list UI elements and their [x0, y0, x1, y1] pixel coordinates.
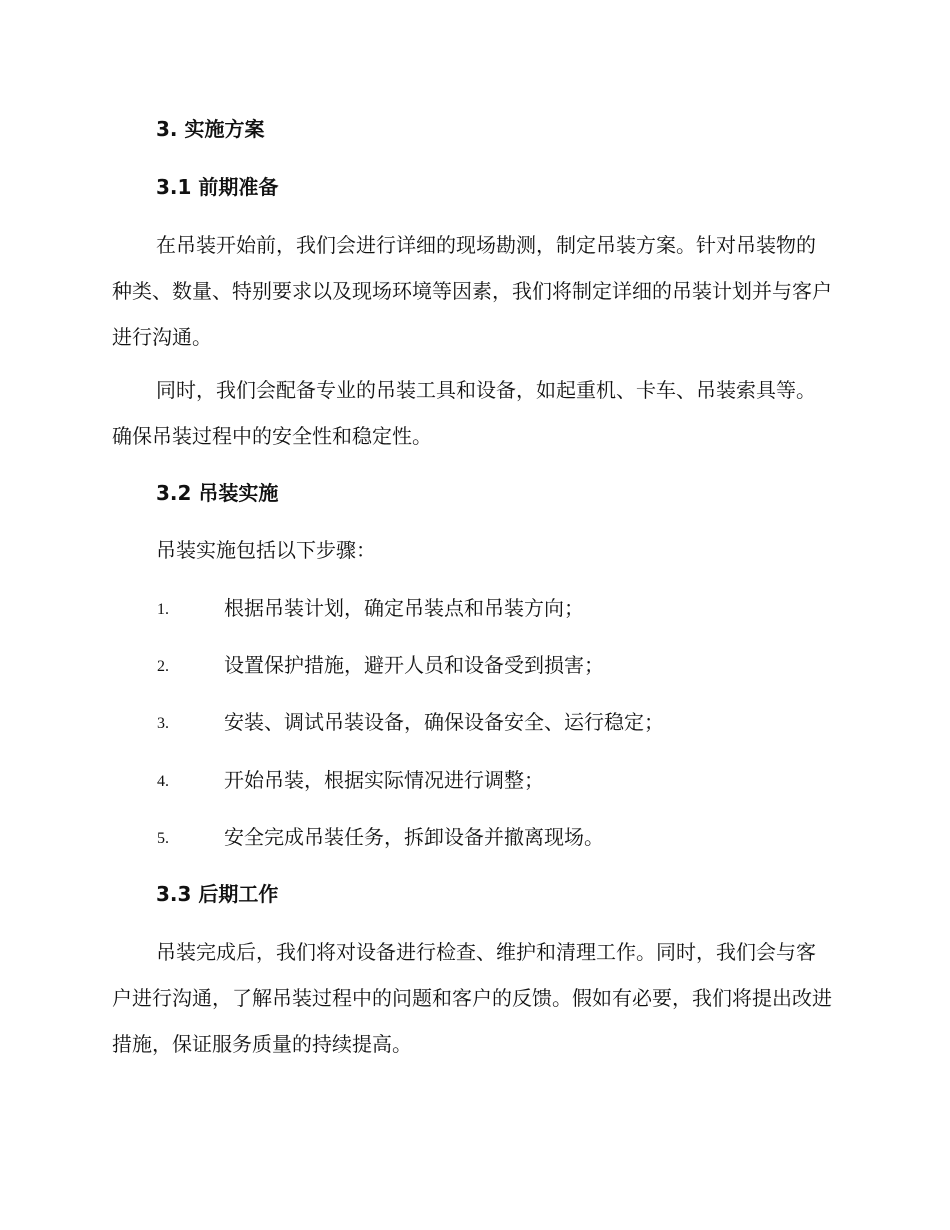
list-item-number: 5.: [157, 830, 169, 847]
list-item: [0, 707, 950, 737]
list-item: [0, 650, 950, 680]
subsection-heading-post: 3.3 后期工作: [156, 882, 279, 906]
subsection-heading-implement: 3.2 吊装实施: [156, 481, 279, 505]
prep-paragraph-2: 同时，我们会配备专业的吊装工具和设备，如起重机、卡车、吊装索具等。确保吊装过程中的安全性和稳定性。: [112, 378, 816, 448]
section-heading: 3. 实施方案: [156, 117, 265, 141]
prep-paragraph-1: 在吊装开始前，我们会进行详细的现场勘测，制定吊装方案。针对吊装物的种类、数量、特别要求以及现场环境等因素，我们将制定详细的吊装计划并与客户进行沟通。: [112, 233, 832, 349]
list-item-number: 1.: [157, 601, 169, 618]
list-item: [0, 593, 950, 623]
list-item-text: 根据吊装计划，确定吊装点和吊装方向；: [224, 596, 584, 620]
list-item-text: 开始吊装，根据实际情况进行调整；: [224, 768, 544, 792]
list-item-number: 3.: [157, 715, 169, 732]
list-item-text: 安装、调试吊装设备，确保设备安全、运行稳定；: [224, 710, 664, 734]
post-paragraph: 吊装完成后，我们将对设备进行检查、维护和清理工作。同时，我们会与客户进行沟通，了解吊装过程中的问题和客户的反馈。假如有必要，我们将提出改进措施，保证服务质量的持续提高。: [112, 940, 832, 1056]
list-item-text: 设置保护措施，避开人员和设备受到损害；: [224, 653, 604, 677]
list-item-text: 安全完成吊装任务，拆卸设备并撤离现场。: [224, 825, 604, 849]
subsection-heading-prep: 3.1 前期准备: [156, 175, 279, 199]
implement-intro: 吊装实施包括以下步骤：: [156, 538, 376, 562]
list-item: [0, 765, 950, 795]
list-item-number: 4.: [157, 773, 169, 790]
list-item: [0, 822, 950, 852]
list-item-number: 2.: [157, 658, 169, 675]
